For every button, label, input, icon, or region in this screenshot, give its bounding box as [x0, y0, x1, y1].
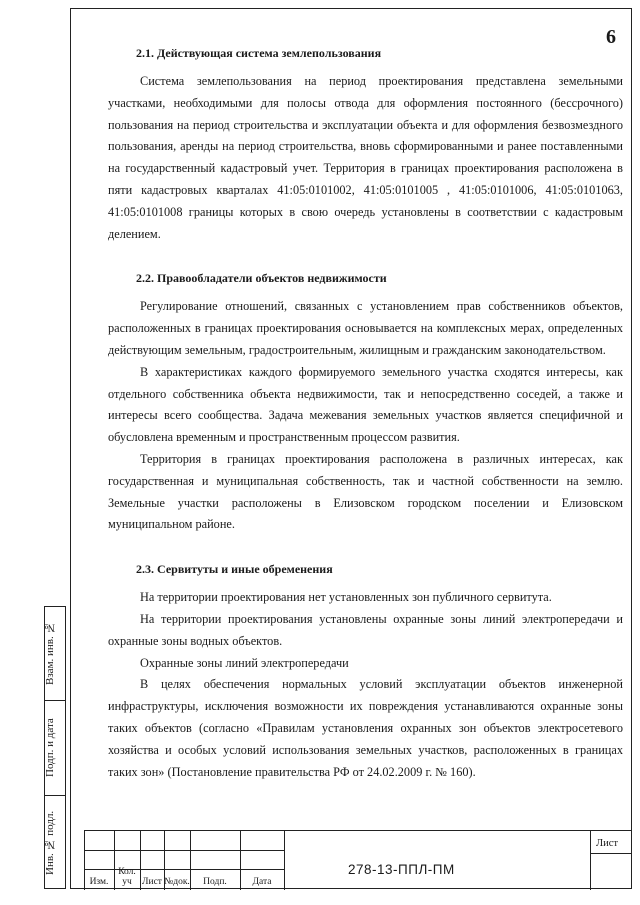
section-heading-2-1: 2.1. Действующая система землепользования [136, 46, 382, 60]
paragraph: Территория в границах проектирования расположена в различных интересах, как государственная и муниципальная собственность, так и частной собственности на землю. Земельные участки расположены в Елизовском городском поселении и Елизовском муниципальном районе. [108, 451, 623, 532]
col-podp: Подп. [203, 877, 227, 887]
col-izm: Изм. [89, 877, 109, 887]
section-heading-2-2: 2.2. Правообладатели объектов недвижимости [136, 271, 387, 286]
side-label-inv: Инв. № подл. [44, 810, 56, 876]
col-list: Лист [142, 877, 162, 887]
document-body [108, 46, 623, 783]
paragraph: На территории проектирования установлены охранные зоны линий электропередачи и охранные зоны водных объектов. [108, 611, 623, 648]
document-code: 278-13-ППЛ-ПМ [348, 862, 455, 877]
paragraph: На территории проектирования нет установленных зон публичного сервитута. [140, 590, 552, 605]
title-block [84, 830, 632, 890]
col-data: Дата [252, 877, 272, 887]
paragraph: Охранные зоны линий электропередачи [140, 655, 349, 670]
side-label-podp: Подп. и дата [44, 718, 56, 778]
sheet-label: Лист [596, 838, 618, 849]
paragraph: В целях обеспечения нормальных условий эксплуатации объектов инженерной инфраструктуры, исключения возможности их повреждения устанавливаются охранные зоны таких объектов (согласно «Правилам установления охранных зон объектов электросетевого хозяйства и особых условий использования земельных участков, расположенных в границах таких зон» (Постановление правительства РФ от 24.02.2009 г. № 160). [108, 677, 623, 779]
section-heading-2-3: 2.3. Сервитуты и иные обременения [136, 562, 333, 577]
col-kol-uch: Кол. уч [118, 867, 136, 887]
page-number: 6 [606, 26, 616, 48]
paragraph: В характеристиках каждого формируемого земельного участка сходятся интересы, как отдельного собственника объекта недвижимости, так и непосредственно соседей, а также и интересы всего сообщества. Задача межевания земельных участков является специфичной и обусловлена временным и пространственным процессом развития. [108, 364, 623, 445]
paragraph: Регулирование отношений, связанных с установлением прав собственников объектов, расположенных в границах проектирования основывается на комплексных мерах, определенных действующим земельным, градостроительным, жилищным и гражданским законодательством. [108, 299, 623, 357]
side-label-vzam: Взам. инв. № [44, 621, 56, 685]
paragraph: Система землепользования на период проектирования представлена земельными участками, необходимыми для полосы отвода для оформления постоянного (бессрочного) пользования на период строительства и эксплуатации объекта и для оформления безвозмездного пользования, аренды на период строительства, вновь сформированными и ранее поставленными на государственный кадастровый учет. Территория в границах проектирования расположена в пяти кадастровых кварталах 41:05:0101002, 41:05:0101005 , 41:05:0101006, 41:05:0101063, 41:05:0101008 границы которых в свою очередь установлены в соответствии с кадастровым делением. [108, 74, 623, 241]
col-ndok: №док. [164, 877, 190, 887]
